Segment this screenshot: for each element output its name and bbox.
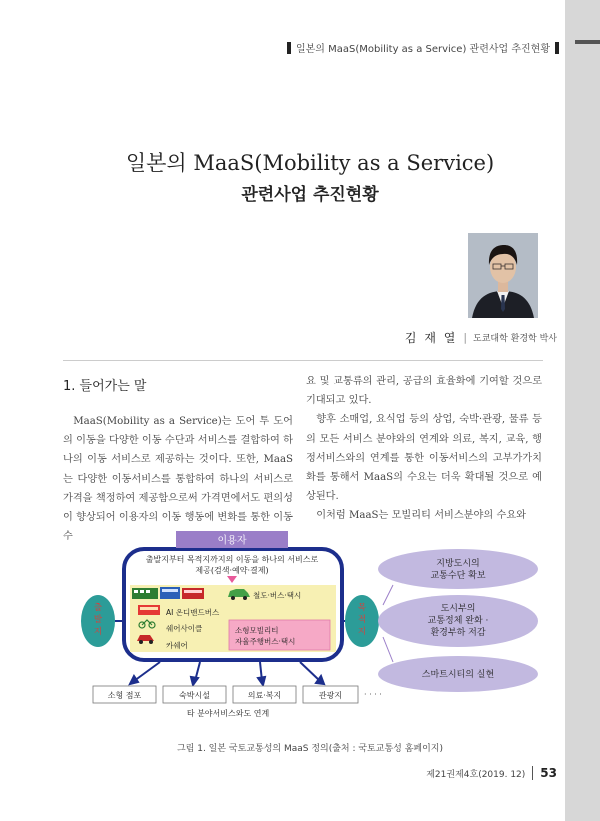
goal-local-transport (378, 549, 538, 589)
autonomous-line1: 소형모빌리티 (235, 626, 279, 635)
autonomous-line2: 자율주행버스·택시 (235, 637, 296, 646)
article-title-line1: 일본의 MaaS(Mobility as a Service) (125, 151, 495, 175)
user-label: 이용자 (217, 535, 247, 547)
bus-red-icon (182, 588, 204, 599)
svg-text:목: 목 (357, 603, 367, 613)
article-title-line2: 관련사업 추진현황 (241, 185, 379, 205)
car-sharing-label: 쉐어사이클 (166, 624, 203, 633)
goal1-line2: 교통수단 확보 (430, 571, 486, 581)
svg-text:지: 지 (93, 627, 103, 637)
car-share-label: 카쉐어 (166, 641, 188, 650)
user-desc-line2: 제공(검색·예약·결제) (195, 566, 269, 575)
author-affiliation: 도쿄대학 환경학 박사 (473, 334, 557, 344)
svg-text:발: 발 (93, 615, 103, 625)
on-demand-bus-label: AI 온디맨드버스 (166, 608, 220, 617)
body-paragraph: 요 및 교통류의 관리, 공급의 효율화에 기여할 것으로 기대되고 있다. (306, 376, 542, 407)
svg-text:관광지: 관광지 (318, 691, 343, 700)
bus-icon (160, 587, 180, 599)
running-header-text: 일본의 MaaS(Mobility as a Service) 관련사업 추진현황 (295, 44, 550, 55)
section-heading: 1. 들어가는 말 (63, 379, 147, 394)
svg-text:적: 적 (357, 615, 367, 625)
svg-text:출: 출 (93, 603, 103, 613)
train-icon (132, 588, 158, 599)
goal2-line3: 환경부하 저감 (430, 628, 486, 638)
sector-arrows (130, 662, 324, 685)
svg-text:지: 지 (357, 627, 367, 637)
sector-more: · · · · (364, 690, 382, 699)
page-number: 53 (540, 766, 557, 780)
issue-info: 제21권제4호(2019. 12) (426, 769, 526, 780)
goal3-label: 스마트시티의 실현 (421, 670, 495, 680)
body-paragraph: 이처럼 MaaS는 모빌리티 서비스분야의 수요와 (316, 510, 526, 522)
body-paragraph: 향후 소매업, 요식업 등의 상업, 숙박·관광, 물류 등의 모든 서비스 분야와의 연계와 의료, 복지, 교육, 행정서비스와의 연계를 통한 이동서비스의 고부가가치화를 통해서 MaaS의 수요는 더욱 확대될 것으로 예상된다. (306, 414, 542, 503)
author-separator: | (463, 331, 468, 344)
goal1-line1: 지방도시의 (436, 559, 480, 569)
footer-separator (532, 766, 533, 780)
user-desc-line1: 출발지부터 목적지까지의 이동을 하나의 서비스로 (145, 555, 319, 564)
author-name: 김 재 열 (404, 331, 458, 345)
transport-main-label: 철도·버스·택시 (253, 591, 302, 600)
goal2-line2: 교통정체 완화 · (427, 616, 489, 626)
svg-text:의료·복지: 의료·복지 (247, 691, 282, 700)
body-paragraph: MaaS(Mobility as a Service)는 도어 투 도어의 이동을 다양한 이동 수단과 서비스를 결합하여 하나의 이동 서비스로 제공하는 것이다. 또한, MaaS는 다양한 이동서비스를 통합하여 하나의 서비스로 가격을 책정하여 제공함으로써 가격면에서도 편의성이 향상되어 이용자의 이동 행동에 변화를 통한 이동수 (63, 416, 293, 543)
other-services-label: 타 분야서비스와도 연계 (186, 709, 270, 718)
goal2-line1: 도시부의 (440, 604, 476, 614)
figure-caption: 그림 1. 일본 국토교통성의 MaaS 정의(출처 : 국토교통성 홈페이지) (176, 744, 443, 754)
svg-text:소형 점포: 소형 점포 (107, 691, 142, 700)
page-footer (426, 766, 557, 780)
svg-text:숙박시설: 숙박시설 (179, 691, 210, 700)
